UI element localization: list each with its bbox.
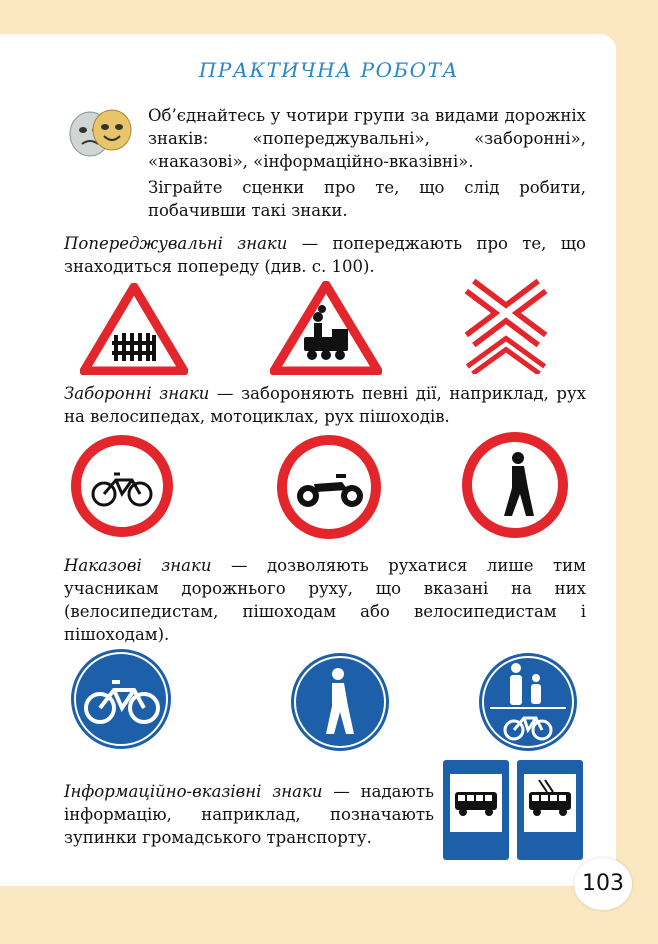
railway-crossing-barrier-sign bbox=[80, 283, 188, 375]
shared-path-sign bbox=[476, 650, 580, 754]
bicycle-path-sign bbox=[68, 646, 174, 752]
no-pedestrians-sign bbox=[460, 430, 570, 540]
bus-stop-sign bbox=[443, 760, 509, 860]
page-number: 103 bbox=[574, 858, 632, 910]
section-text: — забороняють певні дії, наприклад, рух на велосипедах, мотоциклах, рух пішоходів. bbox=[64, 384, 587, 426]
intro-paragraph-2: Зіграйте сценки про те, що слід робити, побачивши такі знаки. bbox=[148, 178, 586, 220]
section-heading: Наказові знаки bbox=[64, 556, 212, 575]
no-bicycles-sign bbox=[70, 434, 174, 538]
section-heading: Інформаційно-вказівні знаки bbox=[64, 782, 323, 801]
section-text: — попереджають про те, що знаходиться попереду (див. с. 100). bbox=[64, 234, 586, 276]
section-text: — надають інформацію, наприклад, позначають зупинки громадського транспорту. bbox=[64, 782, 434, 847]
pedestrian-path-sign bbox=[288, 650, 392, 754]
section-heading: Заборонні знаки bbox=[64, 384, 210, 403]
no-motorcycles-sign bbox=[276, 434, 382, 540]
info-signs-text bbox=[64, 780, 434, 849]
prohibitory-signs-text bbox=[64, 382, 586, 428]
mandatory-signs-text bbox=[64, 554, 586, 646]
railway-crossing-no-barrier-sign bbox=[270, 281, 382, 375]
section-text: — дозволяють рухатися лише тим учасникам дорожнього руху, що вказані на них (велосипедистам, пішоходам або велосипедистам і пішоходам). bbox=[64, 556, 586, 644]
section-heading: Попереджувальні знаки bbox=[64, 234, 288, 253]
theatre-masks-icon bbox=[62, 108, 138, 160]
warning-signs-text bbox=[64, 232, 586, 278]
trolleybus-stop-sign bbox=[517, 760, 583, 860]
page-title: ПРАКТИЧНА РОБОТА bbox=[198, 58, 460, 82]
railway-cross-sign bbox=[462, 278, 550, 374]
intro-paragraph-1: Об’єднайтесь у чотири групи за видами дорожніх знаків: «попереджувальні», «заборонні», «наказові», «інформаційно-вказівні». bbox=[148, 106, 586, 171]
